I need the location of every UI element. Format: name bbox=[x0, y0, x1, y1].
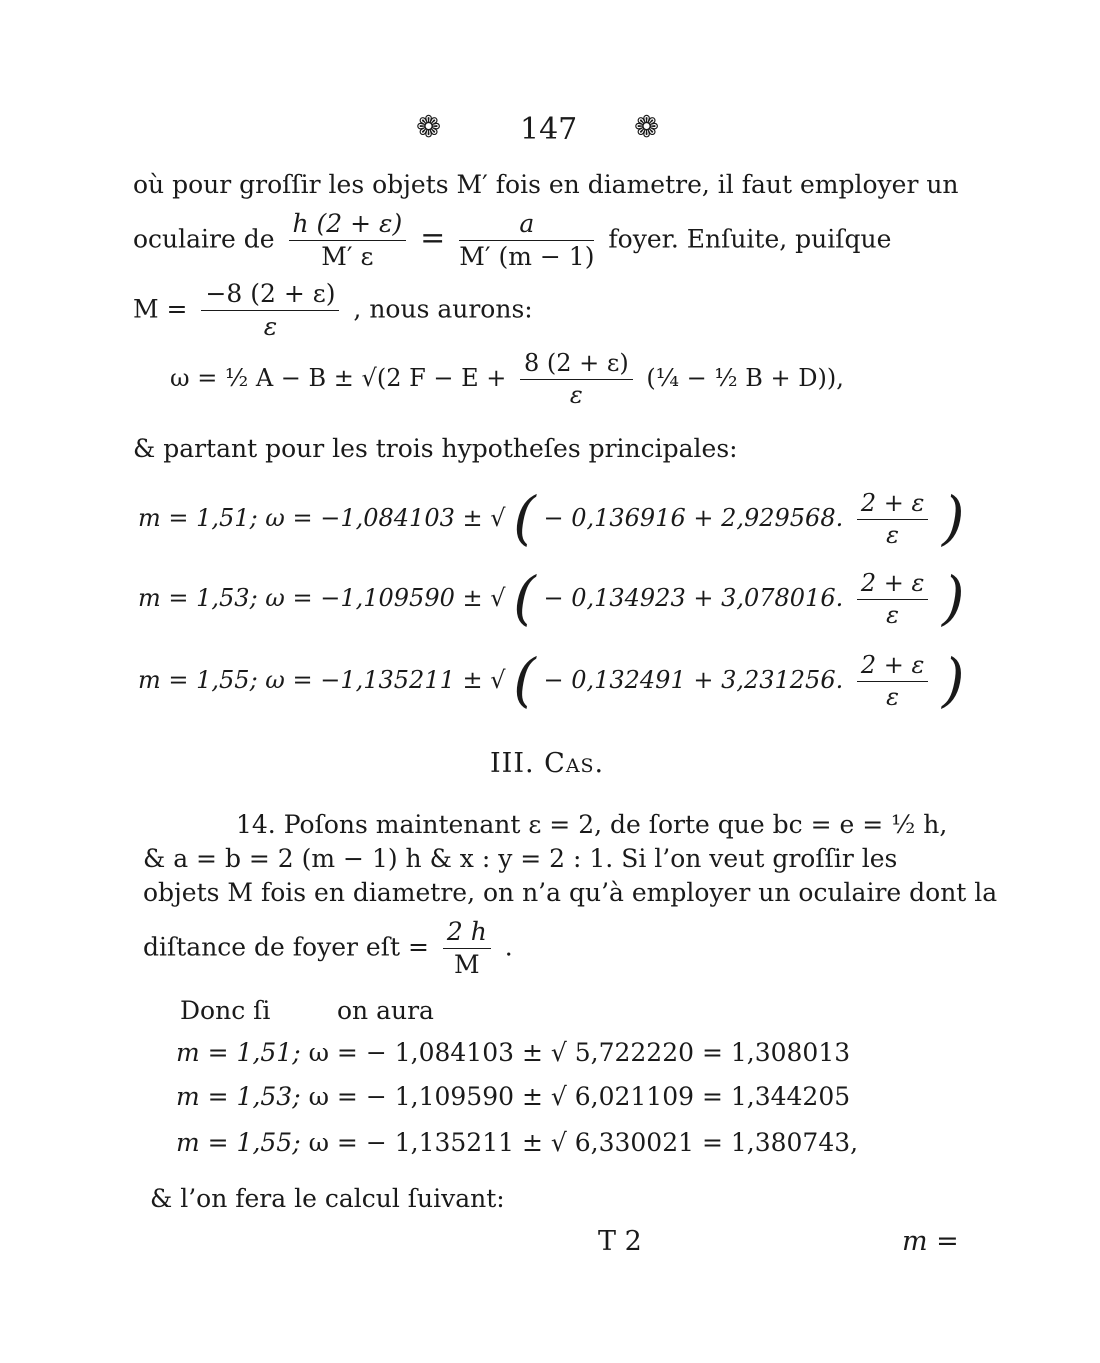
hypothesis-row: m = 1,55; ω = −1,135211 ± √ ( − 0,132491 + 3,231256. $\frac{2 + \varepsilon}{\varepsilon}$ ) bbox=[138, 646, 965, 715]
fraction-numerator: 2 + ε bbox=[857, 652, 929, 682]
intro-line-2 bbox=[133, 210, 891, 272]
period: . bbox=[504, 932, 513, 962]
result-expression: ω = − 1,135211 ± √ 6,330021 = 1,380743, bbox=[308, 1128, 859, 1157]
para14-line-1: 14. Poſons maintenant ε = 2, de ſorte que bc = e = ½ h, bbox=[236, 810, 948, 839]
closing-line: & l’on fera le calcul ſuivant: bbox=[150, 1184, 505, 1213]
ornament-right: ❁ bbox=[634, 110, 660, 145]
hypothesis-row: m = 1,51; ω = −1,084103 ± √ ( − 0,136916 + 2,929568. $\frac{2 + \varepsilon}{\varepsilon}$ ) bbox=[138, 484, 965, 553]
result-m: m = 1,55; bbox=[176, 1128, 301, 1157]
fraction-denominator: ε bbox=[886, 520, 900, 549]
hypothesis-fraction bbox=[857, 490, 929, 549]
omega-formula bbox=[170, 350, 844, 409]
section-heading: III. Cas. bbox=[490, 748, 605, 779]
result-m: m = 1,53; bbox=[176, 1082, 301, 1111]
partant-line: & partant pour les trois hypotheſes principales: bbox=[133, 434, 738, 463]
fraction-numerator: −8 (2 + ε) bbox=[201, 280, 339, 311]
on-aura: on aura bbox=[337, 996, 434, 1025]
hypothesis-m: m = 1,53; bbox=[138, 584, 258, 613]
fraction-denominator: ε bbox=[569, 380, 583, 409]
para14-line-4 bbox=[143, 918, 513, 980]
fraction-denominator: ε bbox=[263, 311, 278, 341]
fraction-numerator: 2 + ε bbox=[857, 570, 929, 600]
omega-fraction bbox=[520, 350, 633, 409]
fraction-m-value bbox=[201, 280, 339, 342]
m-equals: M = bbox=[133, 294, 188, 324]
equals-sign: = bbox=[420, 220, 446, 256]
result-row bbox=[176, 1082, 850, 1111]
result-m: m = 1,51; bbox=[176, 1038, 301, 1067]
fraction-a-over-m bbox=[459, 210, 594, 272]
omega-formula-left: ω = ½ A − B ± √(2 F − E + bbox=[170, 364, 507, 393]
ornament-left: ❁ bbox=[416, 110, 442, 145]
intro-line-2-start: oculaire de bbox=[133, 224, 275, 254]
hypothesis-m: m = 1,55; bbox=[138, 666, 258, 695]
hypothesis-row: m = 1,53; ω = −1,109590 ± √ ( − 0,134923 + 3,078016. $\frac{2 + \varepsilon}{\varepsilon}$ ) bbox=[138, 564, 965, 633]
hypothesis-fraction bbox=[857, 652, 929, 711]
intro-line-3-end: , nous aurons: bbox=[353, 294, 533, 324]
fraction-denominator: ε bbox=[886, 600, 900, 629]
fraction-h-over-m bbox=[289, 210, 407, 272]
focal-distance-text: diſtance de foyer eſt = bbox=[143, 932, 429, 962]
hypothesis-omega: ω = −1,109590 ± √ bbox=[265, 584, 506, 613]
result-row bbox=[176, 1128, 858, 1157]
hypothesis-inner: − 0,132491 + 3,231256. bbox=[543, 666, 844, 695]
intro-line-3 bbox=[133, 280, 533, 342]
para14-line-3: objets M fois en diametre, on n’a qu’à employer un oculaire dont la bbox=[143, 878, 998, 907]
result-expression: ω = − 1,109590 ± √ 6,021109 = 1,344205 bbox=[308, 1082, 851, 1111]
result-expression: ω = − 1,084103 ± √ 5,722220 = 1,308013 bbox=[308, 1038, 851, 1067]
fraction-2h-over-m bbox=[443, 918, 491, 980]
fraction-numerator: a bbox=[459, 210, 594, 241]
hypothesis-inner: − 0,136916 + 2,929568. bbox=[543, 504, 844, 533]
intro-line-1: où pour groſſir les objets M′ fois en diametre, il faut employer un bbox=[133, 170, 959, 199]
hypothesis-inner: − 0,134923 + 3,078016. bbox=[543, 584, 844, 613]
fraction-numerator: 8 (2 + ε) bbox=[520, 350, 633, 380]
fraction-denominator: M′ (m − 1) bbox=[459, 241, 595, 271]
hypothesis-omega: ω = −1,135211 ± √ bbox=[265, 666, 506, 695]
hypothesis-fraction bbox=[857, 570, 929, 629]
hypothesis-m: m = 1,51; bbox=[138, 504, 258, 533]
fraction-denominator: M bbox=[454, 949, 480, 979]
donc-si: Donc ſi bbox=[180, 996, 271, 1025]
fraction-denominator: ε bbox=[886, 682, 900, 711]
omega-formula-right: (¼ − ½ B + D)), bbox=[646, 364, 844, 393]
signature-mark: T 2 bbox=[598, 1226, 642, 1257]
hypothesis-omega: ω = −1,084103 ± √ bbox=[265, 504, 506, 533]
fraction-numerator: 2 h bbox=[443, 918, 491, 949]
page-number: 147 bbox=[520, 112, 578, 147]
intro-line-2-end: foyer. Enſuite, puiſque bbox=[608, 224, 892, 254]
fraction-denominator: M′ ε bbox=[321, 241, 374, 271]
fraction-numerator: 2 + ε bbox=[857, 490, 929, 520]
fraction-numerator: h (2 + ε) bbox=[289, 210, 407, 241]
catchword: m = bbox=[902, 1226, 959, 1257]
result-row bbox=[176, 1038, 850, 1067]
para14-line-2: & a = b = 2 (m − 1) h & x : y = 2 : 1. Si l’on veut groſſir les bbox=[143, 844, 898, 873]
